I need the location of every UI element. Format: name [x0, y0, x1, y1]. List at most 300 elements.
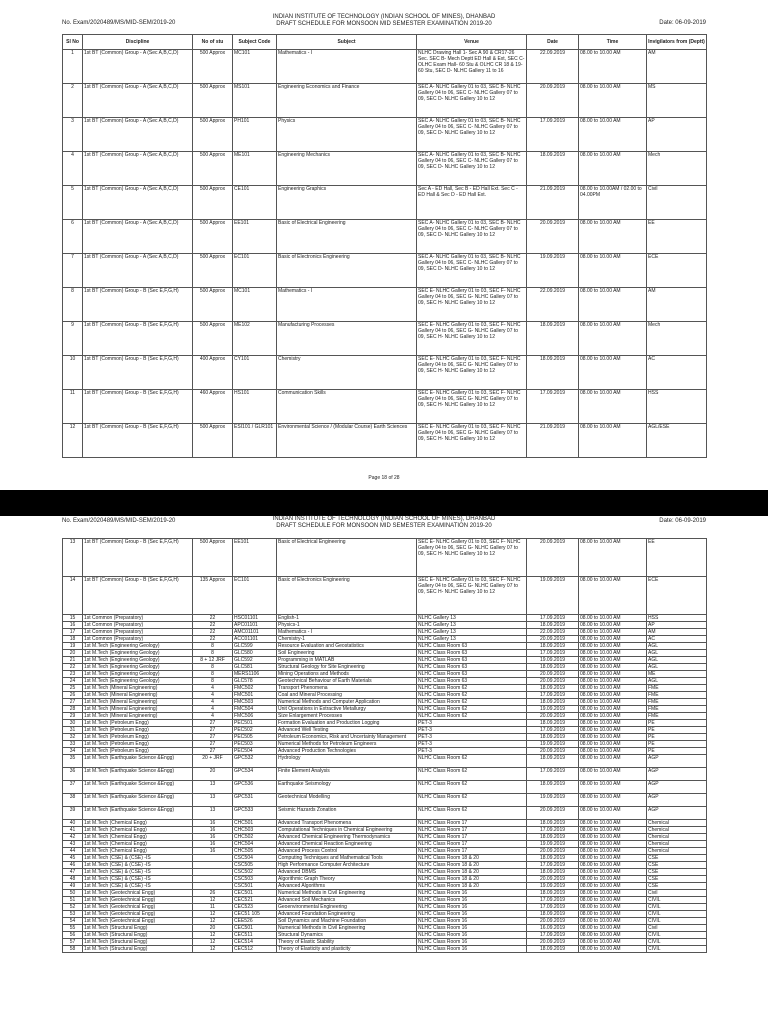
schedule-table: [62, 538, 707, 953]
cell-sl-no: 52: [63, 904, 83, 911]
cell-subject: Theory of Elasticity and plasticity: [277, 946, 417, 953]
cell-sl-no: 37: [63, 781, 83, 794]
table-row: [63, 254, 707, 288]
cell-subject: Advanced Chemical Engineering Thermodynamics: [277, 834, 417, 841]
cell-time: 08.00 to 10.00 AM: [579, 827, 647, 834]
cell-subject-code: PEC503: [233, 741, 277, 748]
cell-invigilators: CSE: [647, 876, 707, 883]
cell-subject-code: ME102: [233, 322, 277, 356]
table-row: [63, 664, 707, 671]
document-date: Date: 06-09-2019: [659, 518, 706, 524]
cell-discipline: 1st Common (Preparatory): [83, 636, 193, 643]
cell-date: 18.09.2019: [527, 622, 579, 629]
cell-date: 18.09.2019: [527, 699, 579, 706]
cell-subject-code: GLC580: [233, 650, 277, 657]
cell-sl-no: 16: [63, 622, 83, 629]
cell-subject: Engineering Graphics: [277, 186, 417, 220]
cell-invigilators: Mech: [647, 322, 707, 356]
cell-discipline: 1st M.Tech (Petroleum Engg): [83, 741, 193, 748]
cell-time: 08.00 to 10.00 AM: [579, 699, 647, 706]
cell-invigilators: AM: [647, 288, 707, 322]
cell-invigilators: PE: [647, 734, 707, 741]
table-row: [63, 883, 707, 890]
cell-time: 08.00 to 10.00 AM: [579, 636, 647, 643]
col-subject: Subject: [277, 35, 417, 50]
cell-no-of-students: 500 Approx: [193, 220, 233, 254]
table-row: [63, 855, 707, 862]
cell-venue: PET-3: [417, 727, 527, 734]
cell-subject-code: ACC01101: [233, 636, 277, 643]
cell-time: 08.00 to 10.00 AM: [579, 939, 647, 946]
cell-discipline: 1st M.Tech (Engineering Geology): [83, 671, 193, 678]
cell-no-of-students: 4: [193, 713, 233, 720]
cell-time: 08.00 to 10.00 AM: [579, 720, 647, 727]
cell-discipline: 1st BT (Common) Group - A (Sec A,B,C,D): [83, 186, 193, 220]
cell-venue: NLHC Class Room 18 & 20: [417, 855, 527, 862]
cell-subject-code: GPC532: [233, 755, 277, 768]
cell-subject: Basic of Electronics Engineering: [277, 254, 417, 288]
cell-time: 08.00 to 10.00 AM: [579, 50, 647, 84]
cell-date: 17.09.2019: [527, 768, 579, 781]
cell-subject-code: CHC502: [233, 834, 277, 841]
cell-no-of-students: 13: [193, 807, 233, 820]
page-title: [222, 14, 546, 28]
cell-venue: NLHC Class Room 16: [417, 925, 527, 932]
col-date: Date: [527, 35, 579, 50]
cell-discipline: 1st BT (Common) Group - B (Sec E,F,G,H): [83, 390, 193, 424]
table-row: [63, 671, 707, 678]
cell-no-of-students: 22: [193, 636, 233, 643]
cell-subject: Numerical Methods for Petroleum Engineers: [277, 741, 417, 748]
cell-venue: NLHC Class Room 62: [417, 781, 527, 794]
table-row: [63, 925, 707, 932]
cell-subject-code: MC101: [233, 50, 277, 84]
cell-discipline: 1st M.Tech (Chemical Engg): [83, 848, 193, 855]
cell-discipline: 1st Common (Preparatory): [83, 622, 193, 629]
cell-venue: NLHC Class Room 17: [417, 848, 527, 855]
cell-time: 08.00 to 10.00 AM: [579, 657, 647, 664]
cell-date: 17.09.2019: [527, 692, 579, 699]
cell-discipline: 1st M.Tech (Chemical Engg): [83, 820, 193, 827]
cell-time: 08.00 to 10.00 AM: [579, 288, 647, 322]
cell-venue: SEC A- NLHC Gallery 01 to 03, SEC B- NLHC Gallery 04 to 06, SEC C- NLHC Gallery 07 to 09, SEC D- NLHC Gallery 10 to 12: [417, 254, 527, 288]
cell-subject: Basic of Electrical Engineering: [277, 220, 417, 254]
cell-no-of-students: 12: [193, 932, 233, 939]
cell-discipline: 1st M.Tech (Engineering Geology): [83, 664, 193, 671]
cell-sl-no: 49: [63, 883, 83, 890]
cell-subject-code: EC101: [233, 254, 277, 288]
cell-date: 19.09.2019: [527, 657, 579, 664]
page-header: [62, 0, 706, 34]
cell-date: 20.09.2019: [527, 671, 579, 678]
cell-invigilators: CSE: [647, 883, 707, 890]
cell-invigilators: AGL: [647, 678, 707, 685]
cell-sl-no: 39: [63, 807, 83, 820]
cell-venue: NLHC Class Room 62: [417, 713, 527, 720]
cell-sl-no: 3: [63, 118, 83, 152]
cell-time: 08.00 to 10.00 AM: [579, 692, 647, 699]
cell-venue: NLHC Class Room 16: [417, 890, 527, 897]
page-number: Page 18 of 28: [368, 475, 400, 481]
cell-discipline: 1st BT (Common) Group - A (Sec A,B,C,D): [83, 118, 193, 152]
cell-subject: Numerical Methods in Civil Engineering: [277, 890, 417, 897]
table-row: [63, 685, 707, 692]
cell-no-of-students: 500 Approx: [193, 424, 233, 458]
cell-discipline: 1st Common (Preparatory): [83, 629, 193, 636]
cell-no-of-students: 8: [193, 678, 233, 685]
cell-subject: Mathematics - I: [277, 629, 417, 636]
cell-sl-no: 42: [63, 834, 83, 841]
cell-no-of-students: 26: [193, 890, 233, 897]
cell-invigilators: EE: [647, 220, 707, 254]
cell-no-of-students: 500 Approx: [193, 186, 233, 220]
cell-discipline: 1st M.Tech (CSE) & (CSE) -IS: [83, 862, 193, 869]
cell-sl-no: 1: [63, 50, 83, 84]
cell-venue: NLHC Class Room 17: [417, 841, 527, 848]
col-invigilators: Invigilators from (Deptt): [647, 35, 707, 50]
table-row: [63, 869, 707, 876]
cell-no-of-students: 16: [193, 834, 233, 841]
cell-subject: Advanced Soil Mechanics: [277, 897, 417, 904]
cell-subject-code: GPC533: [233, 807, 277, 820]
cell-venue: SEC A- NLHC Gallery 01 to 03, SEC B- NLHC Gallery 04 to 06, SEC C- NLHC Gallery 07 to 09, SEC D- NLHC Gallery 10 to 12: [417, 84, 527, 118]
cell-date: 18.09.2019: [527, 685, 579, 692]
cell-invigilators: PE: [647, 720, 707, 727]
table-row: [63, 220, 707, 254]
cell-no-of-students: [193, 862, 233, 869]
cell-venue: PET-3: [417, 720, 527, 727]
cell-venue: Sec A - ED Hall, Sec B - ED Hall Ext. Sec C - ED Hall & Sec D - ED Hall Ext.: [417, 186, 527, 220]
cell-date: 19.09.2019: [527, 794, 579, 807]
cell-no-of-students: 500 Approx: [193, 152, 233, 186]
cell-subject-code: GLC592: [233, 657, 277, 664]
cell-subject: Numerical Methods in Civil Engineering: [277, 925, 417, 932]
cell-discipline: 1st M.Tech (Engineering Geology): [83, 657, 193, 664]
cell-subject: Hydrology: [277, 755, 417, 768]
cell-invigilators: AGL: [647, 657, 707, 664]
cell-no-of-students: 135 Approx: [193, 577, 233, 615]
cell-no-of-students: 22: [193, 622, 233, 629]
cell-subject-code: FMC503: [233, 699, 277, 706]
cell-subject-code: CSC505: [233, 862, 277, 869]
cell-time: 08.00 to 10.00 AM: [579, 918, 647, 925]
cell-discipline: 1st BT (Common) Group - B (Sec E,F,G,H): [83, 424, 193, 458]
cell-subject-code: CY101: [233, 356, 277, 390]
cell-sl-no: 6: [63, 220, 83, 254]
cell-time: 08.00 to 10.00 AM: [579, 848, 647, 855]
cell-no-of-students: 16: [193, 841, 233, 848]
table-row: [63, 650, 707, 657]
table-row: [63, 932, 707, 939]
cell-venue: NLHC Class Room 63: [417, 671, 527, 678]
cell-venue: NLHC Gallery 13: [417, 622, 527, 629]
cell-no-of-students: 4: [193, 706, 233, 713]
cell-sl-no: 47: [63, 869, 83, 876]
table-row: [63, 876, 707, 883]
cell-time: 08.00 to 10.00 AM: [579, 890, 647, 897]
cell-discipline: 1st BT (Common) Group - A (Sec A,B,C,D): [83, 220, 193, 254]
cell-time: 08.00 to 10.00 AM: [579, 768, 647, 781]
cell-time: 08.00 to 10.00 AM: [579, 734, 647, 741]
cell-date: 19.09.2019: [527, 706, 579, 713]
schedule-table: [62, 34, 707, 458]
cell-sl-no: 22: [63, 664, 83, 671]
table-row: [63, 288, 707, 322]
cell-discipline: 1st M.Tech (Earthquake Science &Engg): [83, 794, 193, 807]
cell-discipline: 1st M.Tech (Structural Engg): [83, 925, 193, 932]
cell-venue: NLHC Class Room 18 & 20: [417, 862, 527, 869]
cell-discipline: 1st M.Tech (Earthquake Science &Engg): [83, 781, 193, 794]
cell-discipline: 1st BT (Common) Group - B (Sec E,F,G,H): [83, 288, 193, 322]
cell-time: 08.00 to 10.00 AM: [579, 685, 647, 692]
cell-subject: Advanced Algorithms: [277, 883, 417, 890]
cell-subject: Structural Dynamics: [277, 932, 417, 939]
cell-date: 18.09.2019: [527, 855, 579, 862]
cell-sl-no: 45: [63, 855, 83, 862]
cell-venue: SEC E- NLHC Gallery 01 to 03, SEC F- NLHC Gallery 04 to 06, SEC G- NLHC Gallery 07 to 09, SEC H- NLHC Gallery 10 to 12: [417, 288, 527, 322]
cell-time: 08.00 to 10.00 AM: [579, 741, 647, 748]
cell-subject-code: FMC504: [233, 706, 277, 713]
cell-time: 08.00 to 10.00 AM: [579, 946, 647, 953]
cell-venue: NLHC Class Room 62: [417, 807, 527, 820]
cell-subject: Size Enlargement Processes: [277, 713, 417, 720]
cell-sl-no: 18: [63, 636, 83, 643]
cell-date: 18.09.2019: [527, 322, 579, 356]
cell-discipline: 1st M.Tech (Chemical Engg): [83, 834, 193, 841]
cell-sl-no: 58: [63, 946, 83, 953]
cell-subject-code: MERS1106: [233, 671, 277, 678]
cell-discipline: 1st M.Tech (Geotechnical Engg): [83, 897, 193, 904]
cell-subject: Coal and Mineral Processing: [277, 692, 417, 699]
cell-no-of-students: [193, 876, 233, 883]
cell-venue: NLHC Class Room 62: [417, 685, 527, 692]
cell-date: 18.09.2019: [527, 820, 579, 827]
cell-sl-no: 14: [63, 577, 83, 615]
cell-discipline: 1st M.Tech (Geotechnical Engg): [83, 904, 193, 911]
cell-discipline: 1st M.Tech (Structural Engg): [83, 932, 193, 939]
cell-sl-no: 9: [63, 322, 83, 356]
cell-subject-code: GLC581: [233, 664, 277, 671]
cell-discipline: 1st M.Tech (CSE) & (CSE) -IS: [83, 883, 193, 890]
cell-no-of-students: 460 Approx: [193, 390, 233, 424]
cell-subject: English-1: [277, 615, 417, 622]
cell-invigilators: ECE: [647, 577, 707, 615]
cell-discipline: 1st M.Tech (Chemical Engg): [83, 841, 193, 848]
cell-venue: NLHC Class Room 62: [417, 794, 527, 807]
cell-discipline: 1st BT (Common) Group - A (Sec A,B,C,D): [83, 50, 193, 84]
cell-date: 20.09.2019: [527, 678, 579, 685]
cell-invigilators: ECE: [647, 254, 707, 288]
cell-venue: NLHC Class Room 17: [417, 827, 527, 834]
cell-no-of-students: 500 Approx: [193, 254, 233, 288]
cell-subject-code: PEC504: [233, 748, 277, 755]
cell-date: 20.09.2019: [527, 918, 579, 925]
cell-invigilators: CSE: [647, 869, 707, 876]
table-row: [63, 768, 707, 781]
cell-no-of-students: 4: [193, 685, 233, 692]
cell-date: 19.09.2019: [527, 841, 579, 848]
cell-time: 08.00 to 10.00 AM: [579, 932, 647, 939]
cell-subject: Soil Engineering: [277, 650, 417, 657]
cell-subject-code: AMC01101: [233, 629, 277, 636]
cell-time: 08.00 to 10.00AM / 02.00 to 04.00PM: [579, 186, 647, 220]
cell-invigilators: Chemical: [647, 834, 707, 841]
cell-time: 08.00 to 10.00 AM: [579, 883, 647, 890]
cell-subject-code: GPC531: [233, 794, 277, 807]
cell-sl-no: 20: [63, 650, 83, 657]
cell-time: 08.00 to 10.00 AM: [579, 678, 647, 685]
schedule-title: DRAFT SCHEDULE FOR MONSOON MID SEMESTER EXAMINATION 2019-20: [276, 523, 492, 529]
table-row: [63, 727, 707, 734]
cell-no-of-students: 16: [193, 820, 233, 827]
cell-no-of-students: 8: [193, 671, 233, 678]
cell-venue: SEC E- NLHC Gallery 01 to 03, SEC F- NLHC Gallery 04 to 06, SEC G- NLHC Gallery 07 to 09, SEC H- NLHC Gallery 10 to 12: [417, 424, 527, 458]
cell-date: 17.09.2019: [527, 897, 579, 904]
cell-invigilators: AGL: [647, 650, 707, 657]
cell-invigilators: CSE: [647, 862, 707, 869]
cell-date: 21.09.2019: [527, 186, 579, 220]
cell-no-of-students: [193, 869, 233, 876]
cell-discipline: 1st BT (Common) Group - A (Sec A,B,C,D): [83, 254, 193, 288]
cell-no-of-students: 500 Approx: [193, 288, 233, 322]
cell-no-of-students: 12: [193, 939, 233, 946]
cell-subject: Advanced Well Testing: [277, 727, 417, 734]
cell-discipline: 1st M.Tech (Mineral Engineering): [83, 692, 193, 699]
cell-time: 08.00 to 10.00 AM: [579, 706, 647, 713]
cell-time: 08.00 to 10.00 AM: [579, 220, 647, 254]
cell-subject: Formation Evaluation and Production Logging: [277, 720, 417, 727]
table-row: [63, 748, 707, 755]
cell-no-of-students: 27: [193, 727, 233, 734]
cell-no-of-students: 11: [193, 904, 233, 911]
cell-sl-no: 4: [63, 152, 83, 186]
table-row: [63, 322, 707, 356]
cell-date: 17.09.2019: [527, 904, 579, 911]
cell-invigilators: Chemical: [647, 820, 707, 827]
cell-discipline: 1st M.Tech (Mineral Engineering): [83, 685, 193, 692]
cell-venue: NLHC Class Room 16: [417, 939, 527, 946]
page-header: [62, 516, 706, 538]
table-row: [63, 946, 707, 953]
cell-invigilators: CIVIL: [647, 932, 707, 939]
cell-no-of-students: 500 Approx: [193, 539, 233, 577]
cell-venue: NLHC Class Room 18 & 20: [417, 876, 527, 883]
cell-time: 08.00 to 10.00 AM: [579, 622, 647, 629]
cell-invigilators: AGP: [647, 768, 707, 781]
col-venue: Venue: [417, 35, 527, 50]
cell-subject-code: CHC505: [233, 848, 277, 855]
schedule-title: DRAFT SCHEDULE FOR MONSOON MID SEMESTER EXAMINATION 2019-20: [276, 21, 492, 27]
cell-time: 08.00 to 10.00 AM: [579, 755, 647, 768]
cell-invigilators: MS: [647, 84, 707, 118]
cell-date: 22.09.2019: [527, 288, 579, 322]
cell-subject: Basic of Electronics Engineering: [277, 577, 417, 615]
cell-no-of-students: 8: [193, 664, 233, 671]
cell-date: 20.09.2019: [527, 539, 579, 577]
cell-venue: NLHC Class Room 62: [417, 706, 527, 713]
cell-discipline: 1st M.Tech (Geotechnical Engg): [83, 918, 193, 925]
cell-discipline: 1st M.Tech (Engineering Geology): [83, 643, 193, 650]
cell-time: 08.00 to 10.00 AM: [579, 713, 647, 720]
cell-date: 18.09.2019: [527, 643, 579, 650]
cell-no-of-students: 13: [193, 781, 233, 794]
cell-date: 20.09.2019: [527, 939, 579, 946]
cell-subject: Physics: [277, 118, 417, 152]
cell-date: 20.09.2019: [527, 636, 579, 643]
cell-sl-no: 56: [63, 932, 83, 939]
cell-time: 08.00 to 10.00 AM: [579, 643, 647, 650]
cell-no-of-students: 27: [193, 748, 233, 755]
cell-sl-no: 57: [63, 939, 83, 946]
cell-subject: Transport Phenomena: [277, 685, 417, 692]
cell-invigilators: AC: [647, 636, 707, 643]
cell-invigilators: CIVIL: [647, 946, 707, 953]
table-row: [63, 657, 707, 664]
table-row: [63, 820, 707, 827]
cell-time: 08.00 to 10.00 AM: [579, 254, 647, 288]
cell-discipline: 1st M.Tech (Engineering Geology): [83, 678, 193, 685]
cell-venue: NLHC Class Room 62: [417, 699, 527, 706]
cell-sl-no: 36: [63, 768, 83, 781]
cell-time: 08.00 to 10.00 AM: [579, 629, 647, 636]
table-row: [63, 939, 707, 946]
cell-venue: PET-3: [417, 734, 527, 741]
document-date: Date: 06-09-2019: [659, 20, 706, 26]
cell-time: 08.00 to 10.00 AM: [579, 855, 647, 862]
cell-sl-no: 12: [63, 424, 83, 458]
cell-subject: Computational Techniques in Chemical Engineering: [277, 827, 417, 834]
cell-discipline: 1st M.Tech (Structural Engg): [83, 946, 193, 953]
cell-time: 08.00 to 10.00 AM: [579, 820, 647, 827]
cell-sl-no: 40: [63, 820, 83, 827]
cell-venue: SEC E- NLHC Gallery 01 to 03, SEC F- NLHC Gallery 04 to 06, SEC G- NLHC Gallery 07 to 09, SEC H- NLHC Gallery 10 to 12: [417, 577, 527, 615]
cell-subject-code: CEC514: [233, 939, 277, 946]
cell-date: 18.09.2019: [527, 890, 579, 897]
cell-sl-no: 35: [63, 755, 83, 768]
cell-sl-no: 11: [63, 390, 83, 424]
cell-no-of-students: 22: [193, 615, 233, 622]
cell-sl-no: 44: [63, 848, 83, 855]
cell-discipline: 1st M.Tech (Petroleum Engg): [83, 748, 193, 755]
cell-subject: Engineering Economics and Finance: [277, 84, 417, 118]
cell-no-of-students: 12: [193, 911, 233, 918]
cell-sl-no: 23: [63, 671, 83, 678]
cell-discipline: 1st BT (Common) Group - B (Sec E,F,G,H): [83, 322, 193, 356]
cell-subject: Programming in MATLAB: [277, 657, 417, 664]
cell-venue: SEC E- NLHC Gallery 01 to 03, SEC F- NLHC Gallery 04 to 06, SEC G- NLHC Gallery 07 to 09, SEC H- NLHC Gallery 10 to 12: [417, 390, 527, 424]
cell-invigilators: Civil: [647, 925, 707, 932]
cell-discipline: 1st M.Tech (Earthquake Science &Engg): [83, 755, 193, 768]
cell-no-of-students: 20: [193, 925, 233, 932]
cell-date: 17.09.2019: [527, 827, 579, 834]
cell-time: 08.00 to 10.00 AM: [579, 664, 647, 671]
cell-sl-no: 26: [63, 692, 83, 699]
cell-sl-no: 7: [63, 254, 83, 288]
cell-no-of-students: 500 Approx: [193, 84, 233, 118]
cell-subject: Resource Evaluation and Geostatistics: [277, 643, 417, 650]
table-row: [63, 539, 707, 577]
cell-no-of-students: 20 + JRF: [193, 755, 233, 768]
table-row: [63, 50, 707, 84]
cell-date: 18.09.2019: [527, 664, 579, 671]
cell-venue: SEC A- NLHC Gallery 01 to 03, SEC B- NLHC Gallery 04 to 06, SEC C- NLHC Gallery 07 to 09, SEC D- NLHC Gallery 10 to 12: [417, 152, 527, 186]
cell-invigilators: AP: [647, 622, 707, 629]
cell-invigilators: HSS: [647, 615, 707, 622]
cell-venue: NLHC Gallery 13: [417, 629, 527, 636]
cell-subject-code: EE101: [233, 539, 277, 577]
cell-subject-code: CEC51 105: [233, 911, 277, 918]
cell-invigilators: AGP: [647, 781, 707, 794]
